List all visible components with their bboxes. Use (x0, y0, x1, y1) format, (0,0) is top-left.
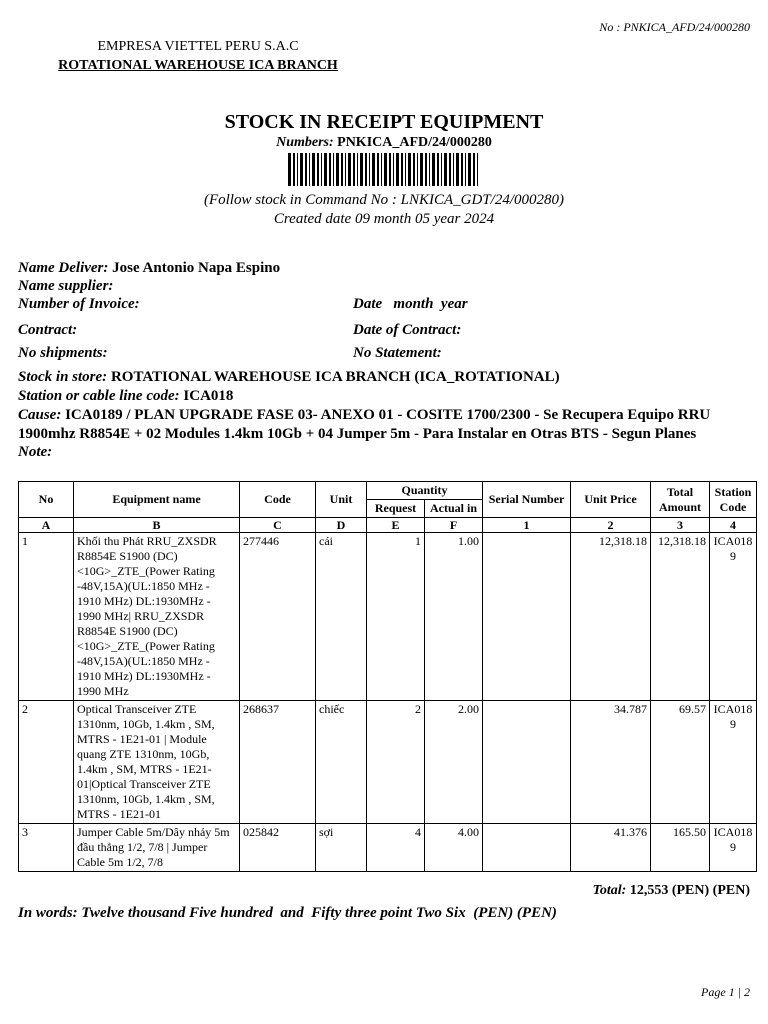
amount-in-words: In words: Twelve thousand Five hundred and Fifty three point Two Six (PEN) (PEN) (18, 905, 557, 921)
station-code: ICA0189 (710, 701, 757, 824)
header-equipment-name: Equipment name (74, 482, 240, 518)
quantity-request: 1 (367, 533, 425, 701)
column-letter: F (425, 518, 483, 533)
equipment-name: Jumper Cable 5m/Dây nhảy 5m đầu thẳng 1/2, 7/8 | Jumper Cable 5m 1/2, 7/8 (74, 824, 240, 872)
store-value: ROTATIONAL WAREHOUSE ICA BRANCH (ICA_ROTATIONAL) (110, 369, 560, 385)
total-amount (593, 883, 750, 899)
column-letter: B (74, 518, 240, 533)
unit-price: 41.376 (571, 824, 651, 872)
column-letter: A (19, 518, 74, 533)
document-title: STOCK IN RECEIPT EQUIPMENT (224, 111, 544, 133)
company-name: EMPRESA VIETTEL PERU S.A.C (97, 39, 299, 54)
column-letter: E (367, 518, 425, 533)
contract-label: Contract: (18, 322, 78, 338)
equipment-unit: chiếc (316, 701, 367, 824)
total-value: 12,553 (PEN) (PEN) (629, 883, 750, 898)
follow-command: (Follow stock in Command No : LNKICA_GDT/24/000280) (203, 192, 564, 208)
quantity-actual: 4.00 (425, 824, 483, 872)
station-code: ICA0189 (710, 824, 757, 872)
quantity-request: 2 (367, 701, 425, 824)
invoice-label: Number of Invoice: (18, 296, 140, 312)
name-deliver-value: Jose Antonio Napa Espino (112, 260, 281, 276)
shipments-field (18, 345, 108, 362)
column-letter: 3 (651, 518, 710, 533)
unit-price: 12,318.18 (571, 533, 651, 701)
receipt-numbers (0, 135, 768, 151)
unit-price: 34.787 (571, 701, 651, 824)
table-row (19, 533, 757, 701)
name-supplier-field (18, 278, 113, 295)
column-letter: 4 (710, 518, 757, 533)
header-unit: Unit (316, 482, 367, 518)
quantity-actual: 2.00 (425, 701, 483, 824)
header-request: Request (367, 500, 425, 518)
date-contract-label: Date of Contract: (353, 322, 462, 338)
column-letter: 2 (571, 518, 651, 533)
equipment-code: 025842 (240, 824, 316, 872)
column-letter: C (240, 518, 316, 533)
branch-name: ROTATIONAL WAREHOUSE ICA BRANCH (58, 58, 338, 73)
row-no: 3 (19, 824, 74, 872)
header-actual-in: Actual in (425, 500, 483, 518)
name-deliver-label: Name Deliver: (18, 260, 109, 276)
statement-field (353, 345, 442, 362)
total-label: Total: (592, 883, 627, 898)
numbers-value: PNKICA_AFD/24/000280 (337, 135, 492, 150)
station-code: ICA0189 (710, 533, 757, 701)
contract-field (18, 322, 77, 339)
equipment-code: 277446 (240, 533, 316, 701)
equipment-table (18, 481, 757, 872)
total-amount: 69.57 (651, 701, 710, 824)
created-date: Created date 09 month 05 year 2024 (273, 211, 495, 227)
header-serial-number: Serial Number (483, 482, 571, 518)
serial-number (483, 701, 571, 824)
shipments-label: No shipments: (18, 345, 108, 361)
header-total-amount: Total Amount (651, 482, 710, 518)
date-contract-field (353, 322, 461, 339)
quantity-request: 4 (367, 824, 425, 872)
name-deliver-field (18, 260, 280, 277)
table-row (19, 824, 757, 872)
serial-number (483, 824, 571, 872)
store-field (18, 369, 560, 386)
equipment-unit: sợi (316, 824, 367, 872)
cause-field (18, 406, 718, 444)
serial-number (483, 533, 571, 701)
name-supplier-label: Name supplier: (18, 278, 114, 294)
cause-label: Cause: (18, 407, 62, 423)
date-label: Date month year (353, 296, 468, 312)
total-amount: 165.50 (651, 824, 710, 872)
station-label: Station or cable line code: (18, 388, 180, 404)
equipment-unit: cái (316, 533, 367, 701)
total-amount: 12,318.18 (651, 533, 710, 701)
note-field (18, 444, 52, 461)
equipment-rows (19, 533, 757, 872)
header-code: Code (240, 482, 316, 518)
row-no: 2 (19, 701, 74, 824)
invoice-field (18, 296, 140, 313)
column-letter: D (316, 518, 367, 533)
note-label: Note: (18, 444, 53, 460)
page-number: Page 1 | 2 (701, 985, 750, 999)
company-header (48, 37, 348, 75)
column-letter-row (19, 518, 757, 533)
equipment-name: Khối thu Phát RRU_ZXSDR R8854E S1900 (DC)<10G>_ZTE_(Power Rating -48V,15A)(UL:1850 MHz - 1910 MHz) DL:1930MHz - 1990 MHz| RRU_ZXSDR R8854E S1900 (DC)<10G>_ZTE_(Power Rating -48V,15A)(UL:1850 MHz - 1910 MHz) DL:1930MHz - 1990 MHz (74, 533, 240, 701)
column-letter: 1 (483, 518, 571, 533)
table-row (19, 701, 757, 824)
equipment-name: Optical Transceiver ZTE 1310nm, 10Gb, 1.4km , SM, MTRS - 1E21-01 | Module quang ZTE 1310nm, 10Gb, 1.4km , SM, MTRS - 1E21-01|Optical Transceiver ZTE 1310nm, 10Gb, 1.4km , SM, MTRS - 1E21-01 (74, 701, 240, 824)
quantity-actual: 1.00 (425, 533, 483, 701)
barcode (288, 153, 480, 186)
header-unit-price: Unit Price (571, 482, 651, 518)
document-number: No : PNKICA_AFD/24/000280 (599, 20, 750, 34)
header-quantity: Quantity (367, 482, 483, 500)
numbers-label: Numbers: (276, 135, 334, 150)
statement-label: No Statement: (353, 345, 442, 361)
station-field (18, 388, 233, 405)
cause-value: ICA0189 / PLAN UPGRADE FASE 03- ANEXO 01 - COSITE 1700/2300 - Se Recupera Equipo RRU 1900mhz R8854E + 02 Modules 1.4km 10Gb + 04 Jumper 5m - Para Instalar en Otras BTS - Segun Planes (18, 407, 711, 442)
header-station-code: Station Code (710, 482, 757, 518)
store-label: Stock in store: (18, 369, 108, 385)
equipment-code: 268637 (240, 701, 316, 824)
date-field (353, 296, 468, 313)
row-no: 1 (19, 533, 74, 701)
header-no: No (19, 482, 74, 518)
station-value: ICA018 (183, 388, 234, 404)
